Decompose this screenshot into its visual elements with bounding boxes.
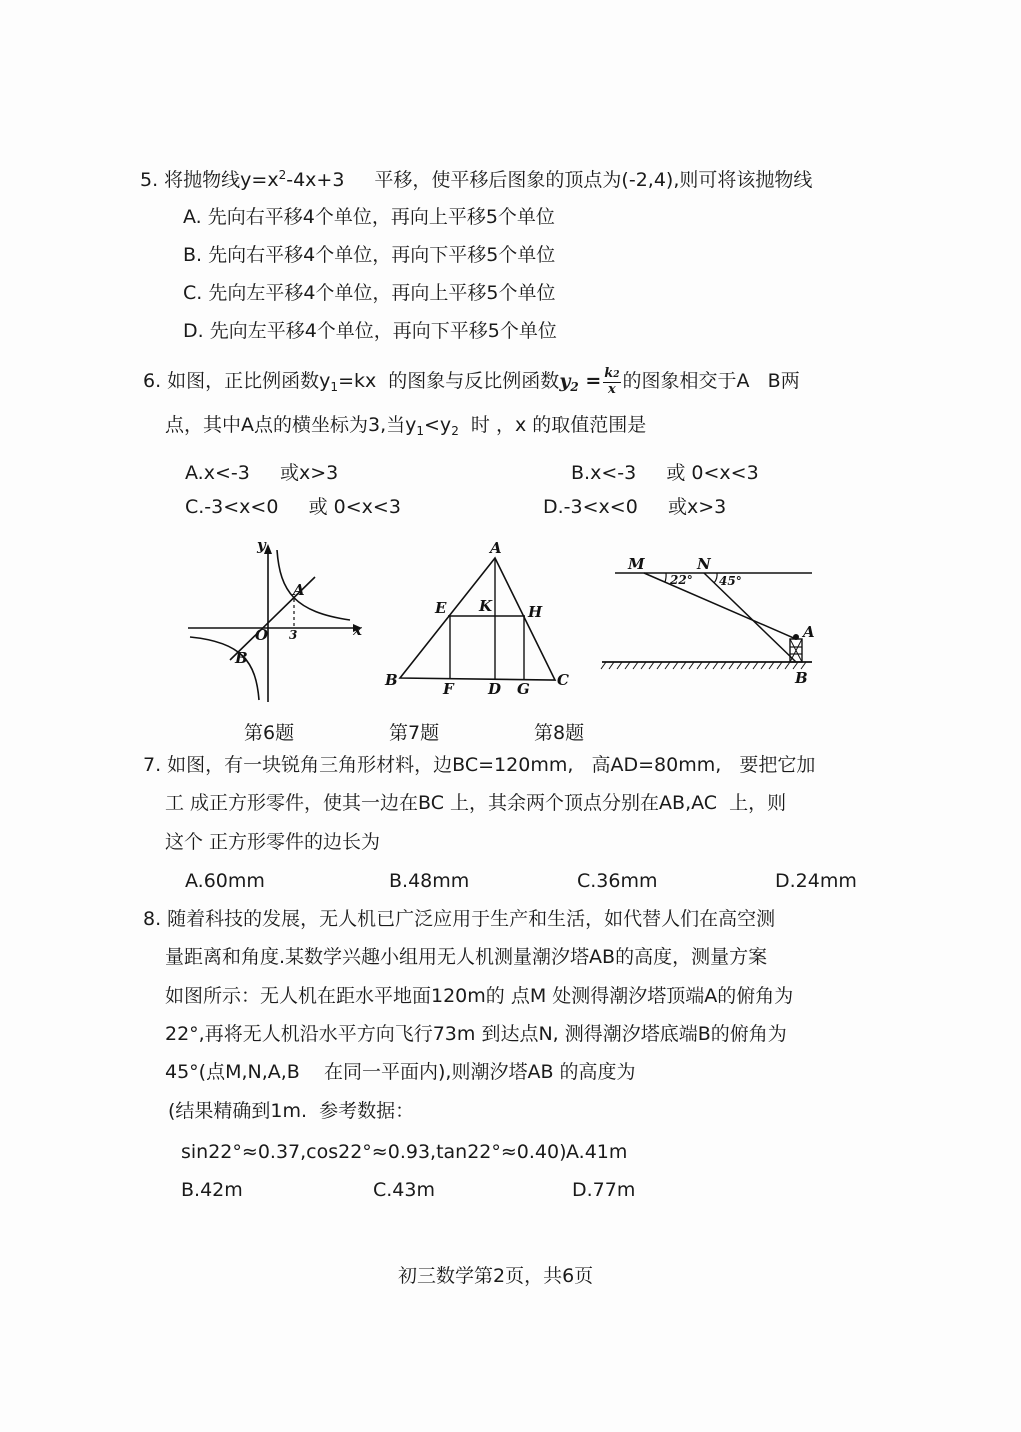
- q8-line1: 8. 随着科技的发展，无人机已广泛应用于生产和生活，如代替人们在高空测: [143, 908, 776, 930]
- q7-line1: 7. 如图，有一块锐角三角形材料，边BC=120mm, 高AD=80mm, 要把它加: [143, 754, 816, 776]
- q6-y2-eq: =: [578, 370, 602, 392]
- fig7-label-a: A: [490, 539, 502, 557]
- fig6-label-a: A: [293, 581, 305, 599]
- q5-stem: [140, 162, 812, 193]
- q6-line2-c: 时 ，x 的取值范围是: [458, 414, 647, 436]
- q6-option-b: B.x<-3 或 0<x<3: [571, 462, 759, 484]
- fig6-label-b: B: [235, 649, 248, 667]
- q8-option-d: D.77m: [572, 1179, 636, 1201]
- q8-option-c: C.43m: [373, 1179, 435, 1201]
- figure-7-triangle: [380, 538, 575, 698]
- q6-y2-sub: 2: [570, 380, 579, 394]
- q6-frac-k: k: [604, 366, 614, 381]
- caption-fig7: 第7题: [389, 722, 440, 744]
- q6-fraction: [603, 367, 620, 396]
- q8-line5: 45°(点M,N,A,B 在同一平面内),则潮汐塔AB 的高度为: [165, 1061, 636, 1083]
- q5-option-d: D. 先向左平移4个单位，再向下平移5个单位: [183, 320, 557, 342]
- q7-option-b: B.48mm: [389, 870, 470, 892]
- q5-option-c: C. 先向左平移4个单位，再向上平移5个单位: [183, 282, 556, 304]
- fig7-label-c: C: [557, 671, 569, 689]
- q5-option-b: B. 先向右平移4个单位，再向下平移5个单位: [183, 244, 556, 266]
- fig7-label-b: B: [385, 671, 398, 689]
- caption-fig8: 第8题: [534, 722, 585, 744]
- fig8-label-b: B: [795, 669, 808, 687]
- page-footer: 初三数学第2页，共6页: [398, 1265, 594, 1287]
- fig8-ground-hatch: [601, 662, 806, 669]
- q8-option-b: B.42m: [181, 1179, 243, 1201]
- q6-option-c: C.-3<x<0 或 0<x<3: [185, 496, 401, 518]
- q6-line1-b: =kx 的图象与反比例函数: [338, 370, 560, 392]
- q8-option-a: A.41m: [566, 1141, 628, 1163]
- fig7-label-k: K: [479, 597, 493, 615]
- q5-stem-c: 平移，使平移后图象的顶点为(-2,4),则可将该抛物线: [374, 169, 813, 191]
- fig8-angle-22-arc: [665, 573, 666, 582]
- fig8-label-n: N: [697, 555, 711, 573]
- figure-8-drone: [600, 552, 820, 687]
- q6-sub1: 1: [330, 380, 339, 394]
- fig7-label-h: H: [528, 603, 543, 621]
- q6-line2-b: <y: [424, 414, 452, 436]
- fig6-label-y: y: [257, 536, 266, 554]
- fig8-label-a: A: [803, 623, 815, 641]
- fig6-hyperbola-q3: [190, 637, 259, 700]
- q8-line4: 22°,再将无人机沿水平方向飞行73m 到达点N, 测得潮汐塔底端B的俯角为: [165, 1023, 787, 1045]
- fig6-hyperbola-q1: [277, 550, 350, 620]
- q8-line2: 量距离和角度.某数学兴趣小组用无人机测量潮汐塔AB的高度，测量方案: [165, 946, 768, 968]
- fig7-label-e: E: [435, 599, 447, 617]
- q6-option-a: A.x<-3 或x>3: [185, 462, 339, 484]
- q6-line2: [165, 412, 646, 444]
- fig8-angle-45-arc: [714, 573, 717, 583]
- fig6-label-o: O: [255, 626, 269, 644]
- q5-stem-b: -4x+3: [286, 169, 345, 191]
- q6-y2: y: [559, 370, 571, 392]
- q7-line3: 这个 正方形零件的边长为: [165, 831, 381, 853]
- q8-line7: sin22°≈0.37,cos22°≈0.93,tan22°≈0.40): [181, 1141, 567, 1163]
- caption-fig6: 第6题: [244, 722, 295, 744]
- fig8-line-n-to-b: [704, 573, 796, 662]
- fig6-label-x: x: [353, 621, 362, 639]
- q6-line2-sub2: 2: [451, 424, 459, 438]
- figure-6-graph: [180, 532, 370, 707]
- q7-option-d: D.24mm: [775, 870, 857, 892]
- q7-option-a: A.60mm: [185, 870, 265, 892]
- q6-option-d: D.-3<x<0 或x>3: [543, 496, 727, 518]
- q5-option-a: A. 先向右平移4个单位，再向上平移5个单位: [183, 206, 555, 228]
- q6-line2-a: 点，其中A点的横坐标为3,当y: [165, 414, 417, 436]
- fig6-label-3: 3: [289, 628, 298, 642]
- q8-line3: 如图所示：无人机在距水平地面120m的 点M 处测得潮汐塔顶端A的俯角为: [165, 985, 794, 1007]
- fig7-label-g: G: [517, 680, 530, 698]
- q8-line6: (结果精确到1m. 参考数据：: [168, 1100, 415, 1122]
- q6-line1: [143, 367, 800, 400]
- q6-line1-c: 的图象相交于A B两: [622, 370, 800, 392]
- fig8-label-m: M: [628, 555, 645, 573]
- fig8-angle-22-label: 22°: [670, 573, 693, 587]
- q6-line1-a: 6. 如图，正比例函数y: [143, 370, 331, 392]
- q6-frac-den: x: [608, 382, 616, 397]
- fig8-angle-45-label: 45°: [719, 574, 742, 588]
- fig7-label-d: D: [488, 680, 502, 698]
- q6-line2-sub1: 1: [416, 424, 425, 438]
- q6-frac-k-sub: 2: [613, 370, 620, 380]
- q5-stem-a: 5. 将抛物线y=x: [140, 169, 279, 191]
- q7-option-c: C.36mm: [577, 870, 658, 892]
- fig8-tower: [790, 634, 802, 662]
- q5-stem-sup: 2: [278, 168, 287, 182]
- fig7-label-f: F: [443, 680, 454, 698]
- q7-line2: 工 成正方形零件，使其一边在BC 上，其余两个顶点分别在AB,AC 上，则: [165, 792, 787, 814]
